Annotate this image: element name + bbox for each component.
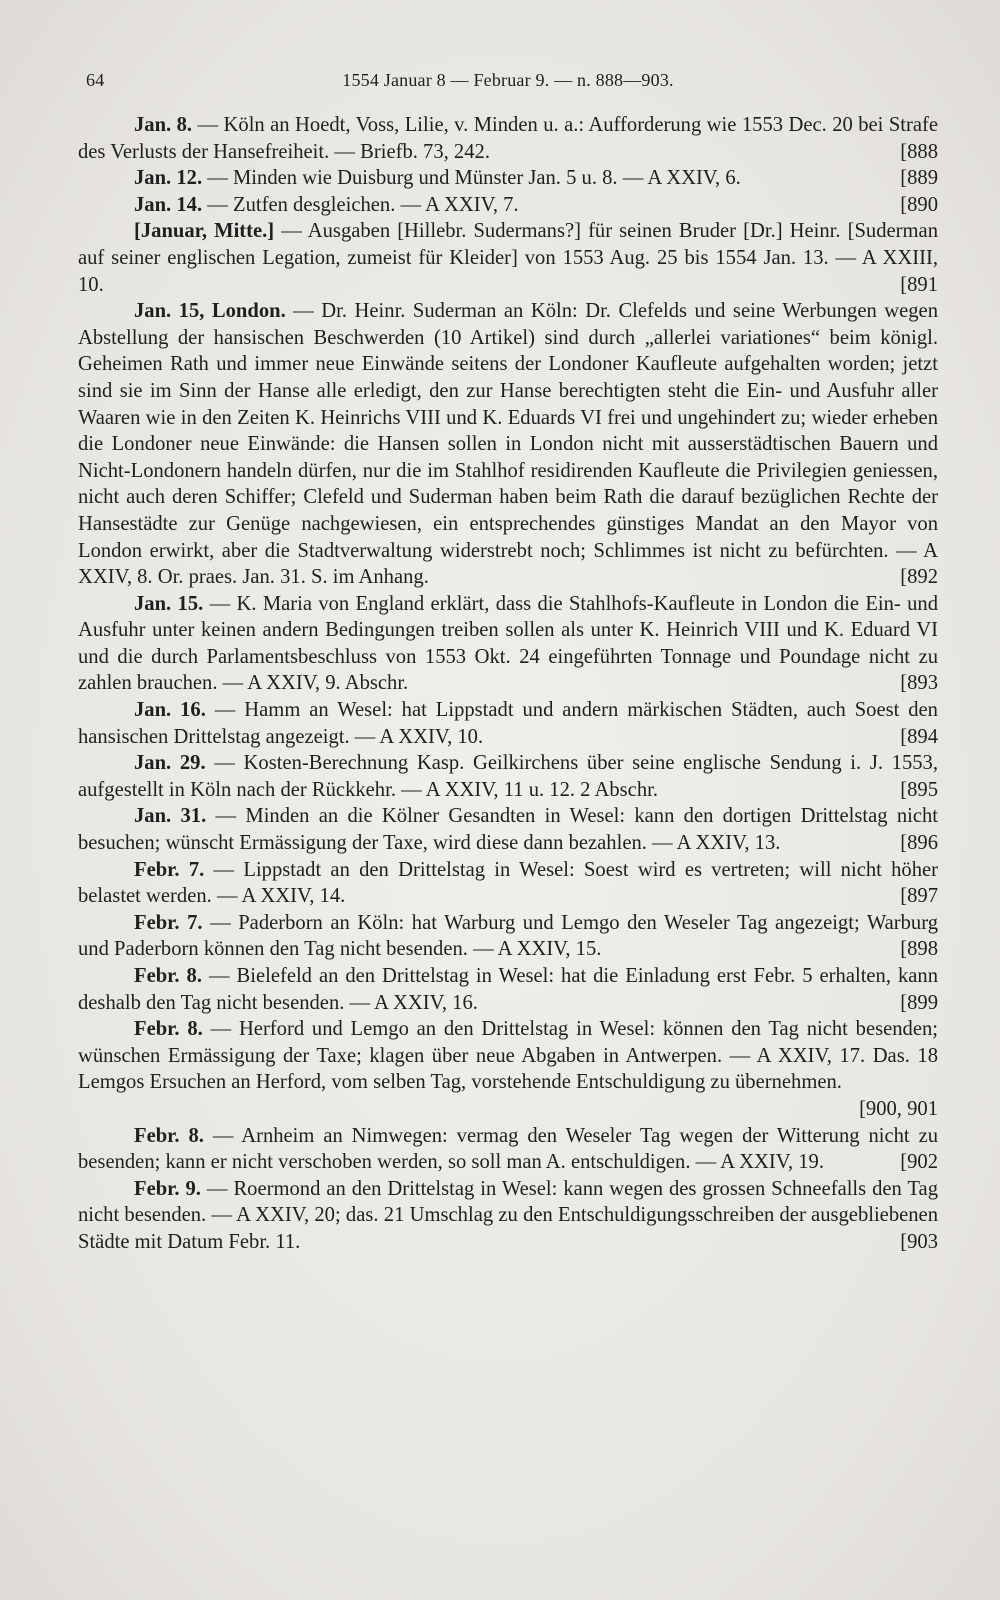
entry-text: — Hamm an Wesel: hat Lippstadt und andern märkischen Städten, auch Soest den hansischen Drittelstag angezeigt. — A XXIV, 10. <box>78 699 938 748</box>
entry-897 <box>78 857 938 910</box>
entry-number: [897 <box>900 885 938 908</box>
entry-text: — K. Maria von England erklärt, dass die Stahlhofs-Kaufleute in London die Ein- und Ausfuhr unter keinen andern Bedingungen treiben sollen als unter K. Heinrich VIII und K. Eduard VI und die durch Parlamentsbeschluss von 1553 Okt. 24 eingeführten Tonnage und Poundage nicht zu zahlen brauchen. — A XXIV, 9. Abschr. <box>78 592 938 695</box>
entry-number: [888 <box>900 140 938 163</box>
entry-number: [893 <box>900 672 938 695</box>
entry-date: Jan. 31. <box>134 805 207 828</box>
entry-text: — Bielefeld an den Drittelstag in Wesel: hat die Einladung erst Febr. 5 erhalten, kann deshalb den Tag nicht besenden. — A XXIV, 16. <box>78 965 938 1014</box>
entry-899 <box>78 963 938 1016</box>
entry-888 <box>78 112 938 165</box>
entry-894 <box>78 697 938 750</box>
entry-902 <box>78 1123 938 1176</box>
entry-890 <box>78 192 938 219</box>
entry-date: Febr. 7. <box>134 858 205 881</box>
entry-text: — Paderborn an Köln: hat Warburg und Lemgo den Weseler Tag angezeigt; Warburg und Paderborn können den Tag nicht besenden. — A XXIV, 15. <box>78 911 938 961</box>
entry-903 <box>78 1176 938 1256</box>
entry-text: — Lippstadt an den Drittelstag in Wesel: Soest wird es vertreten; will nicht höher belastet werden. — A XXIV, 14. <box>78 858 939 908</box>
entry-number: [898 <box>900 938 938 961</box>
entry-number: [902 <box>900 1151 938 1174</box>
entry-900-901 <box>78 1016 938 1122</box>
entry-number: [891 <box>900 273 938 296</box>
entry-893 <box>78 591 938 697</box>
entry-number: [892 <box>900 566 938 589</box>
running-head <box>78 62 938 98</box>
entry-892 <box>78 298 938 591</box>
entry-text: — Dr. Heinr. Suderman an Köln: Dr. Clefelds und seine Werbungen wegen Abstellung der hansischen Beschwerden (10 Artikel) sind durch „allerlei variationes“ beim königl. Geheimen Rath und immer neue Einwände seitens der Londoner Kaufleute aufgehalten worden; jetzt sind sie im Sinn der Hanse alle erledigt, den zur Hanse berechtigten steht die Ein- und Ausfuhr aller Waaren wie in den Zeiten K. Heinrichs VIII und K. Eduards VI frei und ungehindert zu; wieder erheben die Londoner neue Einwände: die Hansen sollen in London nicht mit ausserstädtischen Bauern und Nicht-Londonern handeln dürfen, nur die im Stahlhof residirenden Kaufleute die Privilegien geniessen, nicht auch deren Schiffer; Clefeld und Suderman haben beim Rath die darauf bezüglichen Rechte der Hansestädte zur Genüge nachgewiesen, ein entsprechendes günstiges Mandat an den Mayor von London erwirkt, aber die Stadtverwaltung widerstrebt noch; Schlimmes ist nicht zu befürchten. — A XXIV, 8. Or. praes. Jan. 31. S. im Anhang. <box>78 300 938 589</box>
entry-number: [890 <box>900 193 938 216</box>
entry-number: [899 <box>900 991 938 1014</box>
entry-text: — Zutfen desgleichen. — A XXIV, 7. <box>202 193 519 216</box>
entry-text: — Minden wie Duisburg und Münster Jan. 5 u. 8. — A XXIV, 6. <box>202 167 741 190</box>
entry-number: [900, 901 <box>859 1097 938 1120</box>
entry-date: Jan. 8. <box>134 114 193 136</box>
entry-date: Jan. 14. <box>134 193 203 216</box>
entry-number: [903 <box>900 1230 938 1253</box>
entry-text: — Kosten-Berechnung Kasp. Geilkirchens über seine englische Sendung i. J. 1553, aufgestellt in Köln nach der Rückkehr. — A XXIV, 11 u. 12. 2 Abschr. <box>78 752 938 801</box>
page-number: 64 <box>86 70 105 90</box>
entry-date: Jan. 12. <box>134 167 203 190</box>
entry-text: — Arnheim an Nimwegen: vermag den Weseler Tag wegen der Witterung nicht zu besenden; kann er nicht verschoben werden, so soll man A. entschuldigen. — A XXIV, 19. <box>78 1124 939 1174</box>
entry-date: Jan. 15, London. <box>134 300 286 323</box>
entry-list <box>78 112 938 1256</box>
entry-895 <box>78 750 938 803</box>
entry-896 <box>78 803 938 856</box>
entry-date: Febr. 8. <box>134 965 202 987</box>
running-head-title: 1554 Januar 8 — Februar 9. — n. 888—903. <box>342 70 674 90</box>
entry-text: — Minden an die Kölner Gesandten in Wesel: kann den dortigen Drittelstag nicht besuchen; wünscht Ermässigung der Taxe, wird diese dann bezahlen. — A XXIV, 13. <box>78 805 938 855</box>
entry-number: [894 <box>900 725 938 748</box>
entry-date: Jan. 15. <box>134 592 204 615</box>
entry-text: — Köln an Hoedt, Voss, Lilie, v. Minden u. a.: Aufforderung wie 1553 Dec. 20 bei Strafe des Verlusts der Hansefreiheit. — Briefb. 73, 242. <box>78 114 938 163</box>
entry-text: — Herford und Lemgo an den Drittelstag in Wesel: können den Tag nicht besenden; wünschen Ermässigung der Taxe; klagen über neue Abgaben in Antwerpen. — A XXIV, 17. Das. 18 Lemgos Ersuchen an Herford, vom selben Tag, vorstehende Entschuldigung zu übernehmen. <box>78 1018 938 1094</box>
entry-date: [Januar, Mitte.] <box>134 220 275 243</box>
entry-text: — Roermond an den Drittelstag in Wesel: kann wegen des grossen Schneefalls den Tag nicht besenden. — A XXIV, 20; das. 21 Umschlag zu den Entschuldigungsschreiben der ausgebliebenen Städte mit Datum Febr. 11. <box>78 1177 938 1253</box>
entry-number: [889 <box>900 167 938 190</box>
entry-date: Febr. 7. <box>134 911 203 934</box>
entry-date: Jan. 16. <box>134 699 206 722</box>
entry-date: Jan. 29. <box>134 752 206 775</box>
entry-891 <box>78 218 938 298</box>
entry-date: Febr. 8. <box>134 1018 203 1041</box>
entry-text: — Ausgaben [Hillebr. Sudermans?] für seinen Bruder [Dr.] Heinr. [Suderman auf seiner englischen Legation, zumeist für Kleider] von 1553 Aug. 25 bis 1554 Jan. 13. — A XXIII, 10. <box>78 220 938 296</box>
entry-number: [895 <box>900 778 938 801</box>
entry-date: Febr. 9. <box>134 1177 201 1200</box>
entry-898 <box>78 910 938 963</box>
entry-number: [896 <box>900 832 938 855</box>
entry-date: Febr. 8. <box>134 1124 204 1147</box>
entry-889 <box>78 165 938 192</box>
